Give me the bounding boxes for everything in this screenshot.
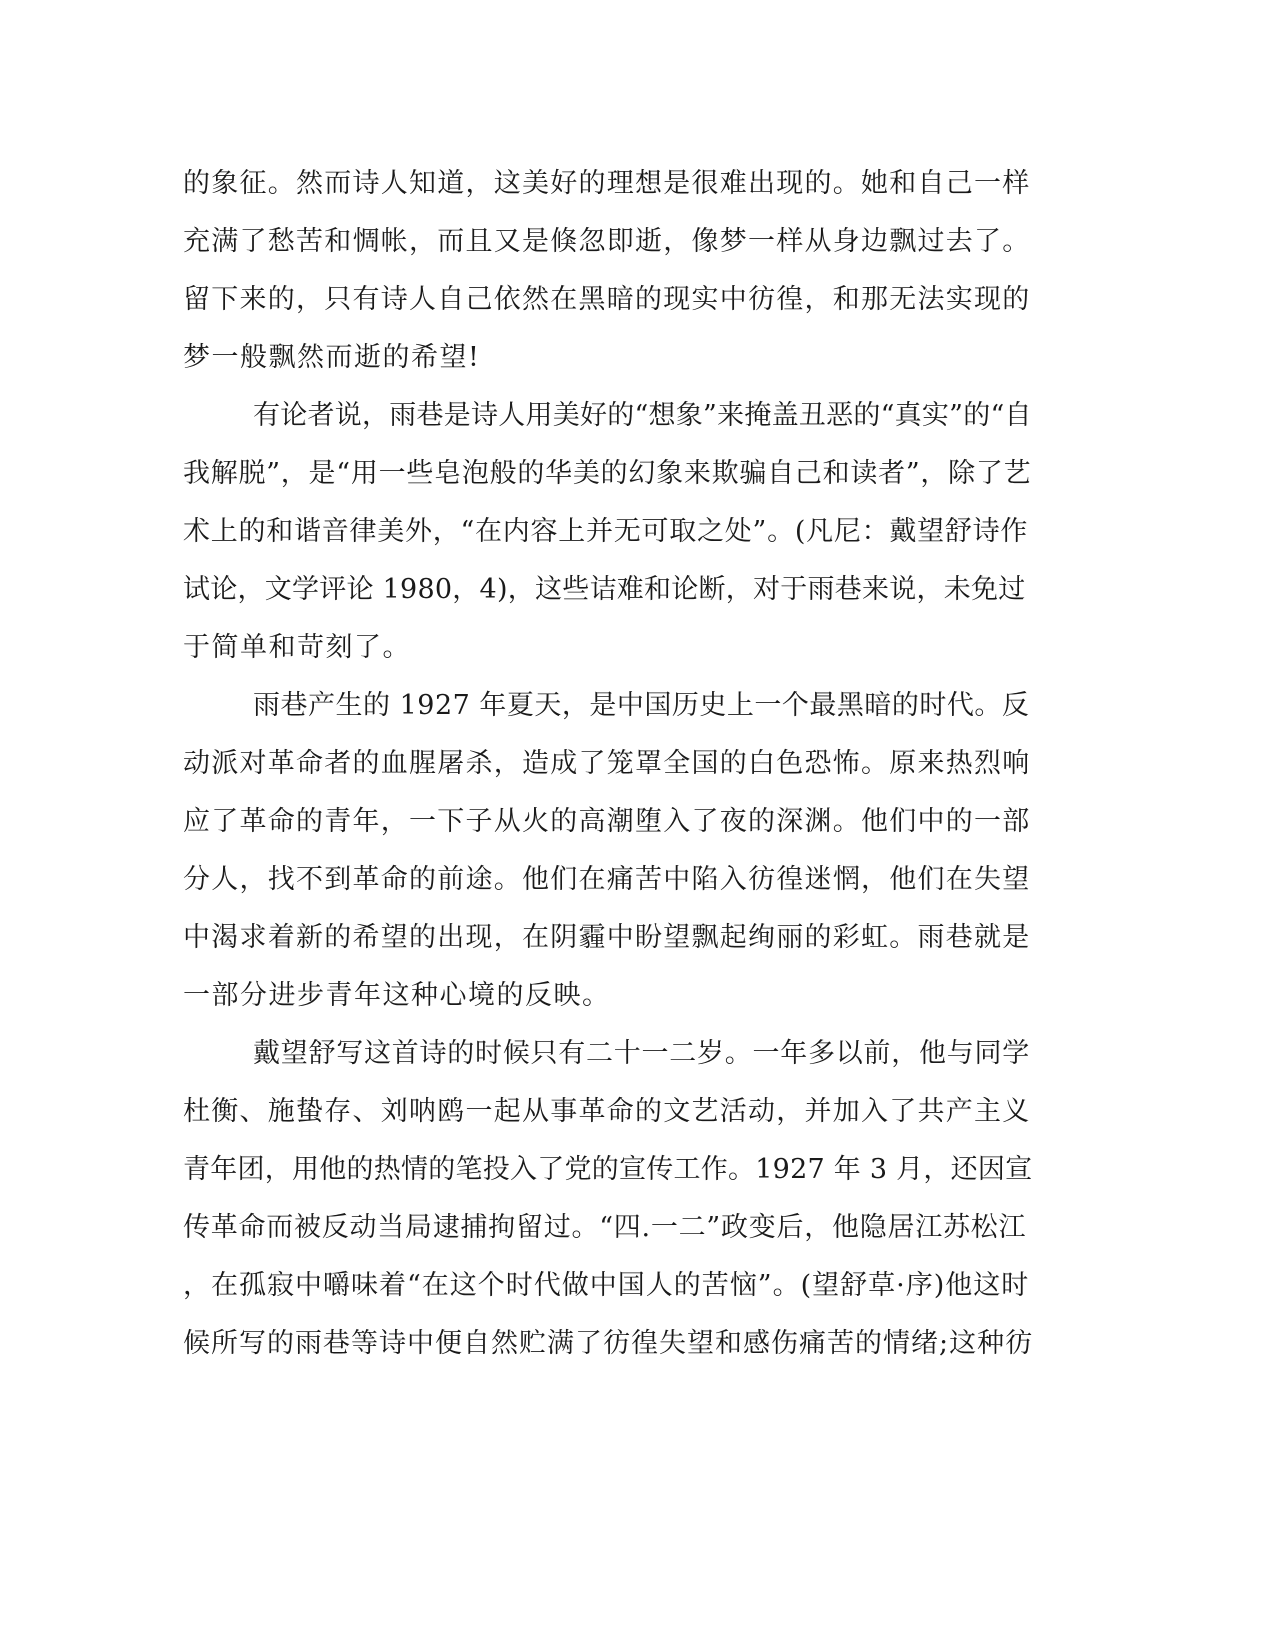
text-line: 青年团，用他的热情的笔投入了党的宣传工作。1927 年 3 月，还因宣 <box>183 1154 1033 1185</box>
text-line: 应了革命的青年，一下子从火的高潮堕入了夜的深渊。他们中的一部 <box>183 806 1031 837</box>
text-line: 候所写的雨巷等诗中便自然贮满了彷徨失望和感伤痛苦的情绪;这种彷 <box>183 1328 1034 1359</box>
text-line: 传革命而被反动当局逮捕拘留过。“四.一二”政变后，他隐居江苏松江 <box>183 1212 1027 1243</box>
paragraph-2 <box>183 387 1033 677</box>
text-line: 梦一般飘然而逝的希望! <box>183 342 481 373</box>
paragraph-3 <box>183 677 1033 1025</box>
text-line: 充满了愁苦和惆帐，而且又是倏忽即逝，像梦一样从身边飘过去了。 <box>183 226 1031 257</box>
text-line: 有论者说，雨巷是诗人用美好的“想象”来掩盖丑恶的“真实”的“自 <box>253 400 1032 431</box>
paragraph-4 <box>183 1025 1033 1373</box>
text-line: 我解脱”，是“用一些皂泡般的华美的幻象来欺骗自己和读者”，除了艺 <box>183 458 1032 489</box>
text-line: 杜衡、施蛰存、刘呐鸥一起从事革命的文艺活动，并加入了共产主义 <box>183 1096 1031 1127</box>
text-line: 留下来的，只有诗人自己依然在黑暗的现实中彷徨，和那无法实现的 <box>183 284 1031 315</box>
paragraph-1 <box>183 155 1033 387</box>
text-line: 分人，找不到革命的前途。他们在痛苦中陷入彷徨迷惘，他们在失望 <box>183 864 1031 895</box>
text-line: 术上的和谐音律美外，“在内容上并无可取之处”。(凡尼：戴望舒诗作 <box>183 516 1029 547</box>
text-line: 试论，文学评论 1980，4)，这些诘难和论断，对于雨巷来说，未免过 <box>183 574 1026 605</box>
text-line: 中渴求着新的希望的出现，在阴霾中盼望飘起绚丽的彩虹。雨巷就是 <box>183 922 1031 953</box>
text-line: 戴望舒写这首诗的时候只有二十一二岁。一年多以前，他与同学 <box>253 1038 1030 1069</box>
text-line: 动派对革命者的血腥屠杀，造成了笼罩全国的白色恐怖。原来热烈响 <box>183 748 1031 779</box>
text-line: 的象征。然而诗人知道，这美好的理想是很难出现的。她和自己一样 <box>183 168 1031 199</box>
text-line: 一部分进步青年这种心境的反映。 <box>183 980 611 1011</box>
text-line: 雨巷产生的 1927 年夏天，是中国历史上一个最黑暗的时代。反 <box>253 690 1030 721</box>
text-line: ，在孤寂中嚼味着“在这个时代做中国人的苦恼”。(望舒草·序)他这时 <box>183 1270 1030 1301</box>
text-line: 于简单和苛刻了。 <box>183 632 411 663</box>
document-body <box>183 155 1033 1373</box>
